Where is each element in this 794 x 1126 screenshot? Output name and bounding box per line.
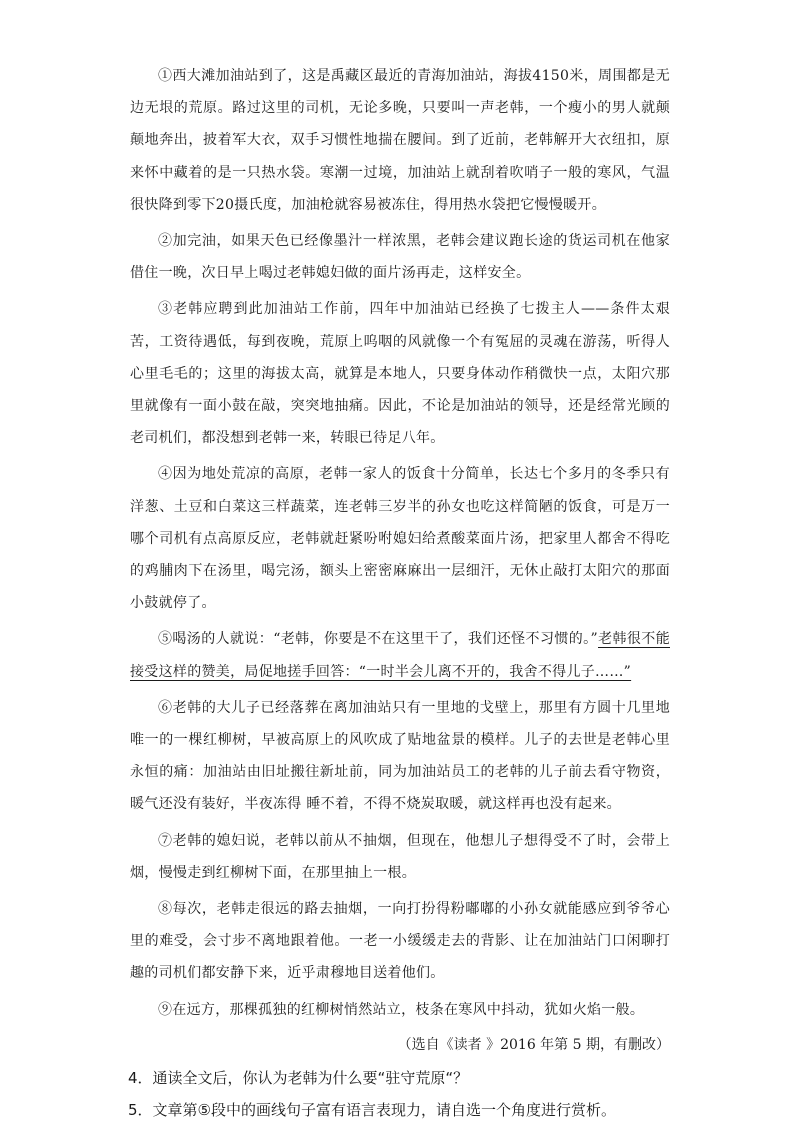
question-5: 5．文章第⑤段中的画线句子富有语言表现力，请自选一个角度进行赏析。 (128, 1100, 616, 1119)
paragraph-2: ②加完油，如果天色已经像墨汁一样浓黑，老韩会建议跑长途的货运司机在他家借住一晚，次日早上喝过老韩媳妇做的面片汤再走，这样安全。 (130, 233, 670, 282)
paragraph-6: ⑥老韩的大儿子已经落葬在离加油站只有一里地的戈壁上，那里有方圆十几里地唯一的一棵红柳树，早被高原上的风吹成了贴地盆景的模样。儿子的去世是老韩心里永恒的痛：加油站由旧址搬往新址前，同为加油站员工的老韩的儿子前去看守物资，暖气还没有装好，半夜冻得 睡不着，不得不烧炭取暖，就这样再也没有起来。 (130, 699, 670, 813)
article-source: （选自《读者 》2016 年第 5 期，有删改） (397, 1036, 670, 1053)
paragraph-5 (130, 623, 670, 687)
paragraph-9: ⑨在远方，那棵孤独的红柳树悄然站立，枝条在寒风中抖动，犹如火焰一般。 (158, 1001, 645, 1018)
article (130, 60, 670, 1060)
questions (130, 1062, 670, 1126)
document-page (130, 60, 670, 1126)
paragraph-1: ①西大滩加油站到了，这是禹藏区最近的青海加油站，海拔4150米，周围都是无边无垠的荒原。路过这里的司机，无论多晚，只要叫一声老韩，一个瘦小的男人就颠颠地奔出，披着军大衣，双手习惯性地揣在腰间。到了近前，老韩解开大衣纽扣，原来怀中藏着的是一只热水袋。寒潮一过境，加油站上就刮着吹哨子一般的寒风，气温很快降到零下20摄氏度，加油枪就容易被冻住，得用热水袋把它慢慢暖开。 (130, 68, 670, 213)
paragraph-7: ⑦老韩的媳妇说，老韩以前从不抽烟，但现在，他想儿子想得受不了时，会带上烟，慢慢走到红柳树下面，在那里抽上一根。 (130, 832, 670, 881)
paragraph-4: ④因为地处荒凉的高原，老韩一家人的饭食十分简单，长达七个多月的冬季只有洋葱、土豆和白菜这三样蔬菜，连老韩三岁半的孙女也吃这样简陋的饭食，可是万一哪个司机有点高原反应，老韩就赶紧吩咐媳妇给煮酸菜面片汤，把家里人都舍不得吃的鸡脯肉下在汤里，喝完汤，额头上密密麻麻出一层细汗，无休止敲打太阳穴的那面小鼓就停了。 (130, 466, 670, 612)
question-4: 4．通读全文后，你认为老韩为什么要“驻守荒原“？ (128, 1068, 469, 1087)
paragraph-5-text: ⑤喝汤的人就说：“老韩，你要是不在这里干了，我们还怪不习惯的。” (158, 631, 598, 648)
paragraph-8: ⑧每次，老韩走很远的路去抽烟，一向打扮得粉嘟嘟的小孙女就能感应到爷爷心里的难受，会寸步不离地跟着他。一老一小缓缓走去的背影、让在加油站门口闲聊打趣的司机们都安静下来，近乎肃穆地目送着他们。 (130, 901, 670, 982)
paragraph-3: ③老韩应聘到此加油站工作前，四年中加油站已经换了七拨主人——条件太艰苦，工资待遇低，每到夜晚，荒原上呜咽的风就像一个有冤屈的灵魂在游荡，听得人心里毛毛的；这里的海拔太高，就算是本地人，只要身体动作稍微快一点，太阳穴那里就像有一面小鼓在敲，突突地抽痛。因此，不论是加油站的领导，还是经常光顾的老司机们，都没想到老韩一来，转眼已待足八年。 (130, 301, 670, 447)
paragraph-5-underlined-sentence: 老韩很不能接受这样的赞美，局促地搓手回答：“一时半会儿离不开的，我舍不得儿子……” (130, 631, 670, 680)
